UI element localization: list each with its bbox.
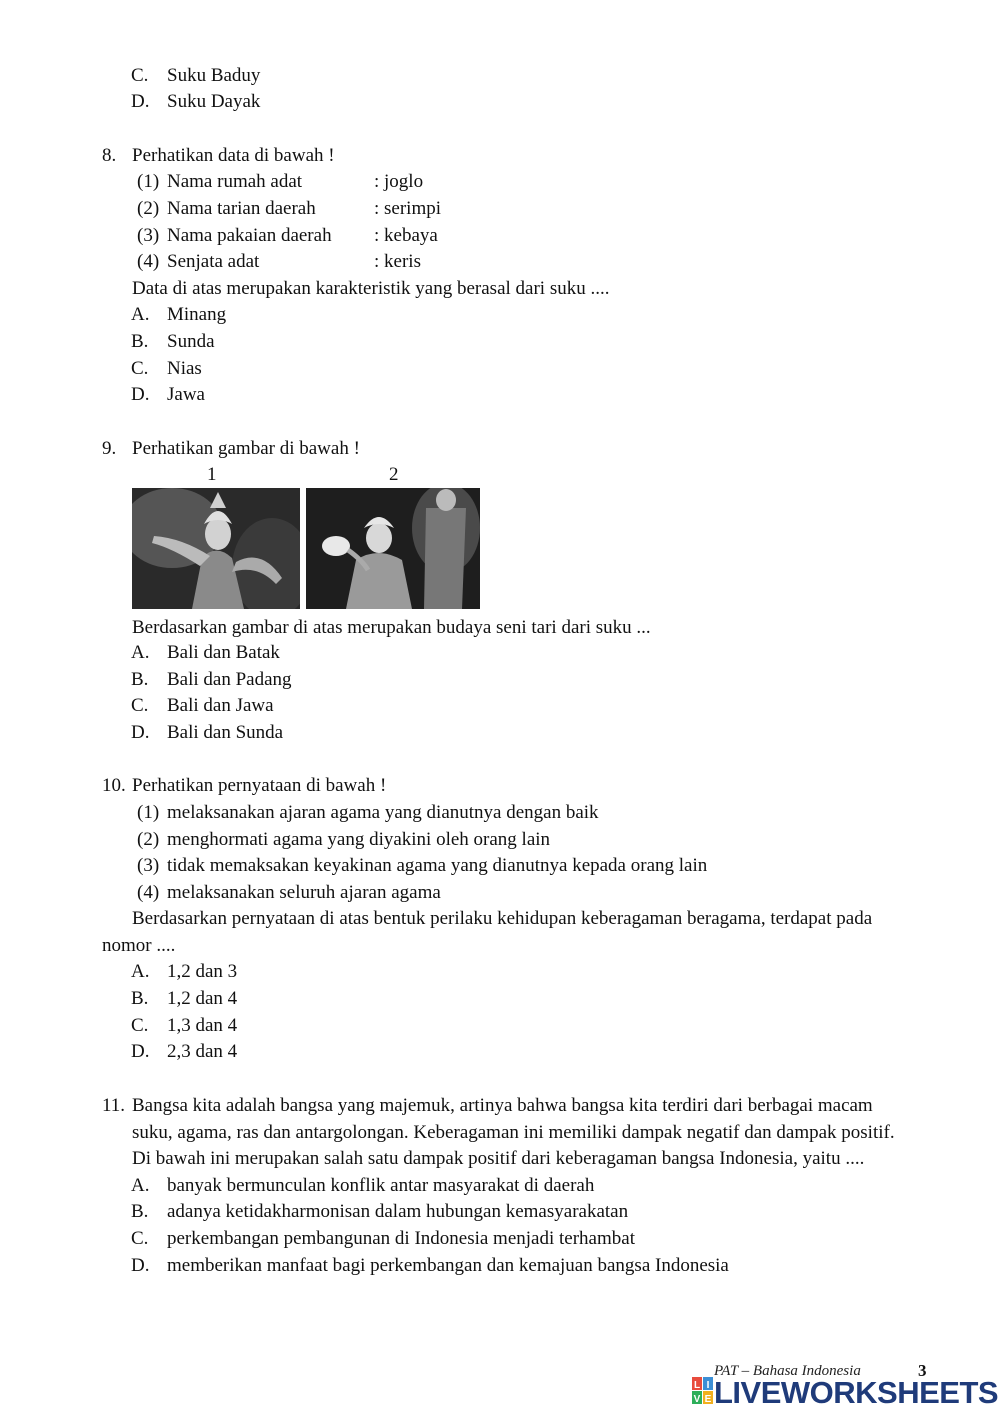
option-text: Suku Baduy: [167, 65, 261, 86]
question-prompt: Perhatikan gambar di bawah !: [132, 438, 360, 459]
option-text: Minang: [167, 304, 227, 325]
option-text: Bali dan Padang: [167, 669, 292, 690]
option-letter: C.: [131, 65, 149, 86]
data-row-value: : serimpi: [374, 198, 442, 219]
data-row-label: Nama pakaian daerah: [167, 225, 332, 246]
image-label-1: 1: [207, 464, 217, 485]
question-stem: Berdasarkan gambar di atas merupakan budaya seni tari dari suku ...: [132, 617, 651, 638]
liveworksheets-logo-icon: [692, 1377, 714, 1405]
option-letter: D.: [131, 384, 150, 405]
option-letter: D.: [131, 91, 150, 112]
option-text: 1,3 dan 4: [167, 1015, 238, 1036]
statement-number: (2): [137, 829, 160, 850]
logo-letter: V: [693, 1394, 701, 1405]
data-row-number: (4): [137, 251, 160, 272]
statement-number: (3): [137, 855, 160, 876]
option-letter: D.: [131, 722, 150, 743]
option-letter: C.: [131, 695, 149, 716]
dance-photo-2: [306, 488, 480, 609]
option-letter: D.: [131, 1255, 150, 1276]
option-letter: B.: [131, 669, 149, 690]
option-letter: D.: [131, 1041, 150, 1062]
option-text: 2,3 dan 4: [167, 1041, 238, 1062]
option-text: Bali dan Jawa: [167, 695, 274, 716]
question-stem: suku, agama, ras dan antargolongan. Keberagaman ini memiliki dampak negatif dan dampak positif.: [132, 1122, 895, 1143]
option-letter: B.: [131, 988, 149, 1009]
option-text: Bali dan Sunda: [167, 722, 284, 743]
question-prompt: Perhatikan pernyataan di bawah !: [132, 775, 387, 796]
question-number: 8.: [102, 145, 117, 166]
option-text: 1,2 dan 4: [167, 988, 238, 1009]
logo-letter: L: [693, 1380, 701, 1391]
question-stem: Di bawah ini merupakan salah satu dampak positif dari keberagaman bangsa Indonesia, yaitu ....: [132, 1148, 865, 1169]
option-letter: A.: [131, 642, 150, 663]
data-row-value: : kebaya: [374, 225, 438, 246]
statement-text: tidak memaksakan keyakinan agama yang dianutnya kepada orang lain: [167, 855, 708, 876]
question-number: 10.: [102, 775, 126, 796]
option-text: memberikan manfaat bagi perkembangan dan kemajuan bangsa Indonesia: [167, 1255, 729, 1276]
data-row-number: (2): [137, 198, 160, 219]
data-row-number: (3): [137, 225, 160, 246]
data-row-label: Senjata adat: [167, 251, 260, 272]
dance-photo-1: [132, 488, 300, 609]
option-text: Bali dan Batak: [167, 642, 280, 663]
data-row-label: Nama rumah adat: [167, 171, 303, 192]
data-row-value: : keris: [374, 251, 421, 272]
question-prompt: Perhatikan data di bawah !: [132, 145, 335, 166]
data-row-label: Nama tarian daerah: [167, 198, 316, 219]
option-text: Nias: [167, 358, 202, 379]
option-text: Jawa: [167, 384, 205, 405]
option-text: perkembangan pembangunan di Indonesia menjadi terhambat: [167, 1228, 635, 1249]
statement-number: (4): [137, 882, 160, 903]
logo-letter: E: [704, 1394, 712, 1405]
question-stem-continued: nomor ....: [102, 935, 176, 956]
page-number: 3: [918, 1361, 927, 1380]
option-text: Sunda: [167, 331, 215, 352]
option-letter: C.: [131, 1228, 149, 1249]
image-label-2: 2: [389, 464, 399, 485]
statement-text: melaksanakan ajaran agama yang dianutnya dengan baik: [167, 802, 599, 823]
option-text: banyak bermunculan konflik antar masyarakat di daerah: [167, 1175, 595, 1196]
option-letter: C.: [131, 358, 149, 379]
option-text: 1,2 dan 3: [167, 961, 238, 982]
statement-text: melaksanakan seluruh ajaran agama: [167, 882, 441, 903]
option-letter: B.: [131, 1201, 149, 1222]
question-stem: Berdasarkan pernyataan di atas bentuk perilaku kehidupan keberagaman beragama, terdapat pada: [132, 908, 873, 929]
question-number: 11.: [102, 1095, 126, 1116]
option-letter: A.: [131, 304, 150, 325]
liveworksheets-brand: LIVEWORKSHEETS: [714, 1375, 999, 1410]
data-row-number: (1): [137, 171, 160, 192]
option-letter: B.: [131, 331, 149, 352]
option-text: Suku Dayak: [167, 91, 261, 112]
option-letter: A.: [131, 1175, 150, 1196]
statement-number: (1): [137, 802, 160, 823]
logo-letter: I: [706, 1380, 710, 1391]
question-stem: Data di atas merupakan karakteristik yang berasal dari suku ....: [132, 278, 610, 299]
option-letter: C.: [131, 1015, 149, 1036]
statement-text: menghormati agama yang diyakini oleh orang lain: [167, 829, 551, 850]
question-stem: Bangsa kita adalah bangsa yang majemuk, artinya bahwa bangsa kita terdiri dari berbagai macam: [132, 1095, 873, 1116]
footer-subject: PAT – Bahasa Indonesia: [714, 1363, 861, 1379]
data-row-value: : joglo: [374, 171, 424, 192]
question-number: 9.: [102, 438, 117, 459]
option-letter: A.: [131, 961, 150, 982]
option-text: adanya ketidakharmonisan dalam hubungan kemasyarakatan: [167, 1201, 629, 1222]
